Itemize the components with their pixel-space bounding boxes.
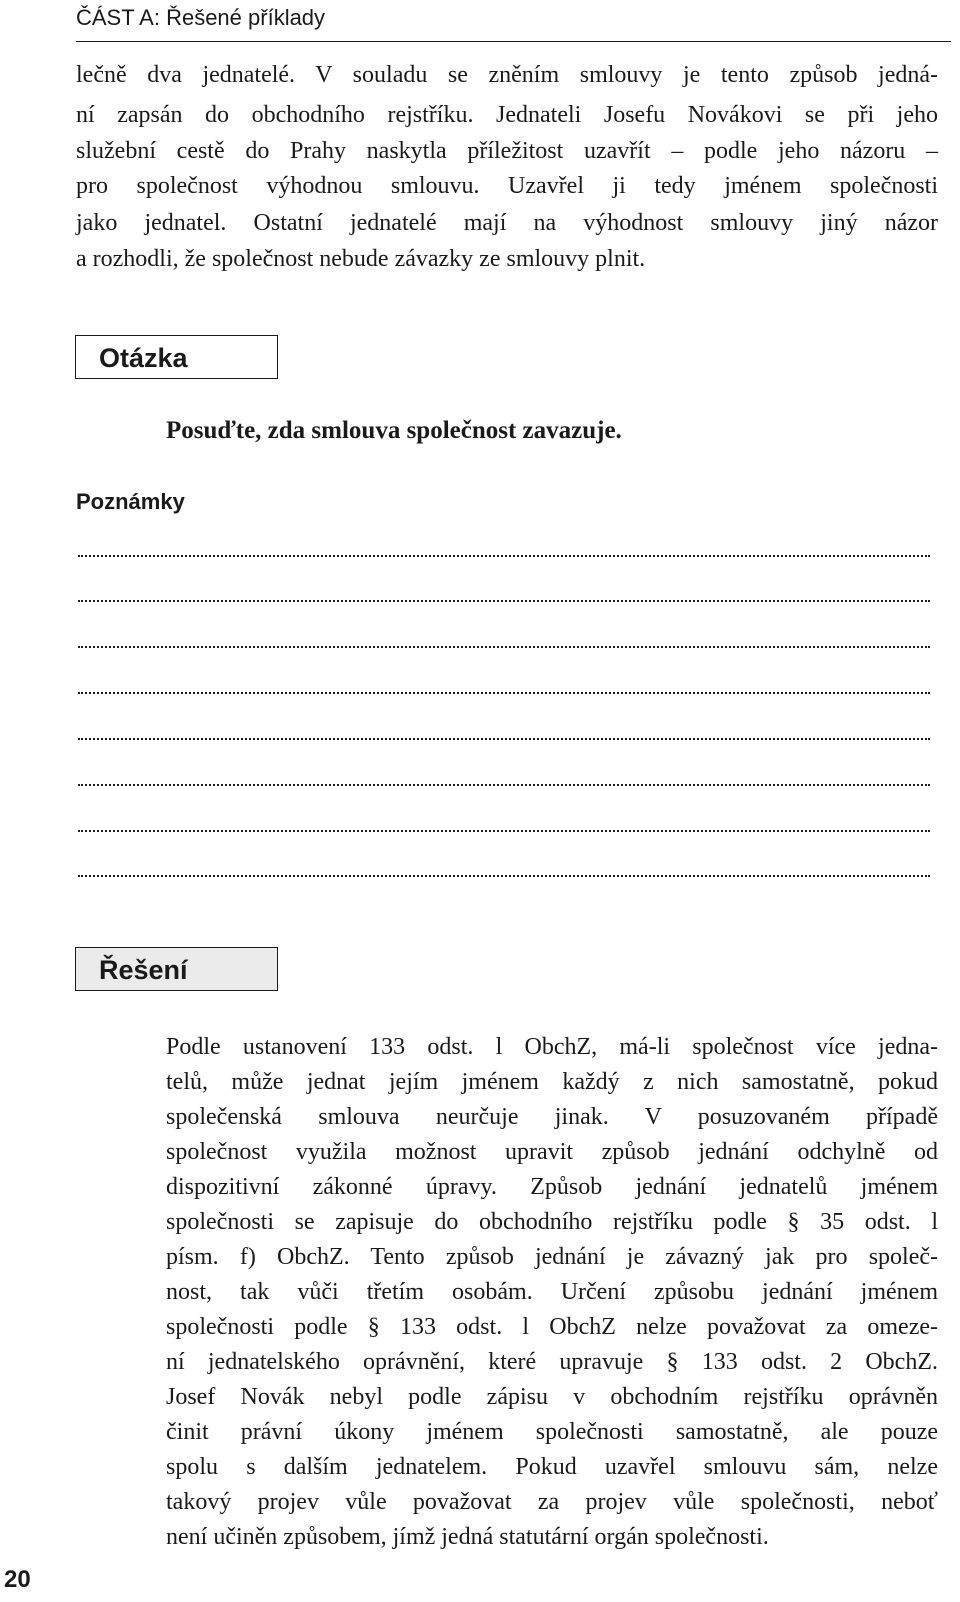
solution-line: nost, tak vůči třetím osobám. Určení způsobu jednání jménem bbox=[166, 1279, 938, 1305]
solution-heading-box: Řešení bbox=[75, 947, 278, 991]
solution-line: Josef Novák nebyl podle zápisu v obchodním rejstříku oprávněn bbox=[166, 1384, 938, 1410]
solution-line: není učiněn způsobem, jímž jedná statutární orgán společnosti. bbox=[166, 1524, 769, 1550]
solution-line: společnosti podle § 133 odst. l ObchZ nelze považovat za omeze- bbox=[166, 1314, 938, 1340]
intro-line: a rozhodli, že společnost nebude závazky ze smlouvy plnit. bbox=[76, 246, 646, 272]
solution-line: telů, může jednat jejím jménem každý z nich samostatně, pokud bbox=[166, 1069, 938, 1095]
question-heading-box: Otázka bbox=[75, 335, 278, 379]
notes-label: Poznámky bbox=[76, 489, 185, 514]
solution-line: společnosti se zapisuje do obchodního rejstříku podle § 35 odst. l bbox=[166, 1209, 938, 1235]
intro-line: ní zapsán do obchodního rejstříku. Jednateli Josefu Novákovi se při jeho bbox=[76, 102, 938, 128]
intro-line: pro společnost výhodnou smlouvu. Uzavřel ji tedy jménem společnosti bbox=[76, 173, 938, 199]
solution-line: společenská smlouva neurčuje jinak. V posuzovaném případě bbox=[166, 1104, 938, 1130]
solution-line: takový projev vůle považovat za projev vůle společnosti, neboť bbox=[166, 1489, 938, 1515]
notes-dotted-line[interactable] bbox=[78, 875, 930, 877]
running-head: ČÁST A: Řešené příklady bbox=[76, 5, 326, 30]
solution-line: dispozitivní zákonné úpravy. Způsob jednání jednatelů jménem bbox=[166, 1174, 938, 1200]
solution-line: ní jednatelského oprávnění, které upravuje § 133 odst. 2 ObchZ. bbox=[166, 1349, 938, 1375]
question-text: Posuďte, zda smlouva společnost zavazuje. bbox=[166, 417, 622, 444]
intro-line: služební cestě do Prahy naskytla příležitost uzavřít – podle jeho názoru – bbox=[76, 138, 938, 164]
notes-dotted-line[interactable] bbox=[78, 555, 930, 557]
intro-line: jako jednatel. Ostatní jednatelé mají na výhodnost smlouvy jiný názor bbox=[76, 210, 938, 236]
solution-line: Podle ustanovení 133 odst. l ObchZ, má-li společnost více jedna- bbox=[166, 1034, 938, 1060]
notes-dotted-line[interactable] bbox=[78, 830, 930, 832]
notes-dotted-line[interactable] bbox=[78, 600, 930, 602]
solution-line: činit právní úkony jménem společnosti samostatně, ale pouze bbox=[166, 1419, 938, 1445]
intro-line: lečně dva jednatelé. V souladu se zněním smlouvy je tento způsob jedná- bbox=[76, 62, 938, 88]
solution-line: spolu s dalším jednatelem. Pokud uzavřel smlouvu sám, nelze bbox=[166, 1454, 938, 1480]
notes-dotted-line[interactable] bbox=[78, 646, 930, 648]
solution-line: společnost využila možnost upravit způsob jednání odchylně od bbox=[166, 1139, 938, 1165]
header-rule bbox=[76, 41, 951, 42]
page-number: 20 bbox=[4, 1566, 31, 1593]
notes-dotted-line[interactable] bbox=[78, 784, 930, 786]
notes-dotted-line[interactable] bbox=[78, 692, 930, 694]
notes-dotted-line[interactable] bbox=[78, 738, 930, 740]
solution-line: písm. f) ObchZ. Tento způsob jednání je závazný jak pro společ- bbox=[166, 1244, 938, 1270]
